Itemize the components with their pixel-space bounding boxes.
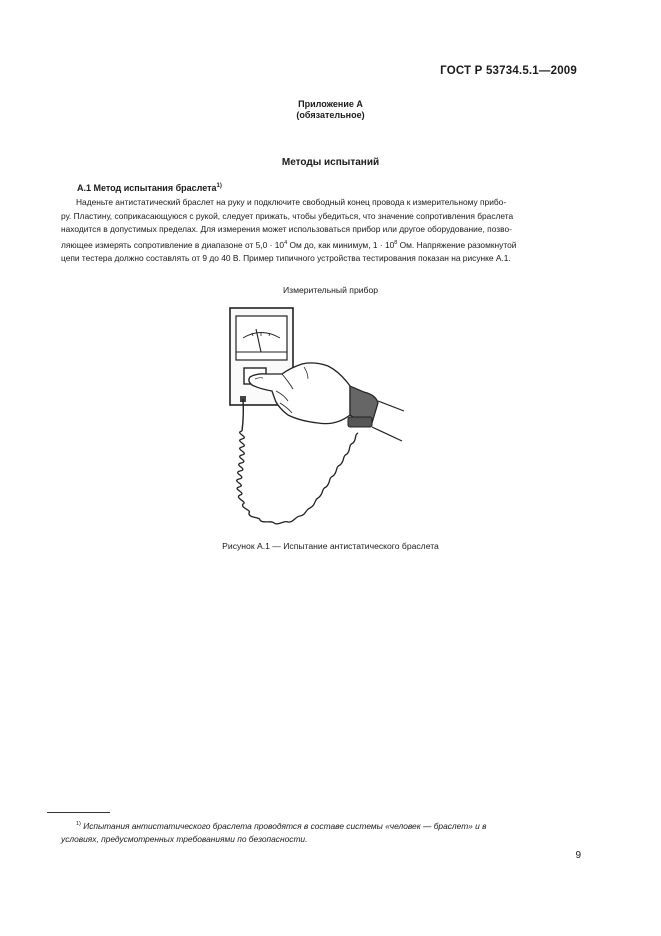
footnote	[61, 818, 580, 846]
paragraph-line-with-exponents	[61, 237, 580, 253]
wrist-strap-drawing	[348, 386, 378, 427]
standard-code: ГОСТ Р 53734.5.1—2009	[440, 65, 577, 77]
annex-status: (обязательное)	[296, 110, 365, 120]
paragraph-text: Ом. Напряжение разомкнутой	[397, 239, 517, 250]
footnote-separator	[47, 812, 110, 813]
annex-title: Приложение А	[298, 99, 363, 109]
exponent: 4	[284, 239, 288, 246]
clause-footnote-mark: 1)	[216, 183, 222, 189]
section-title: Методы испытаний	[281, 157, 380, 168]
paragraph-text: ляющее измерять сопротивление в диапазоне от 5,0 · 10	[61, 239, 285, 250]
forearm-line-lower	[372, 427, 402, 441]
footnote-line	[61, 818, 580, 833]
body-paragraph	[61, 196, 580, 266]
paragraph-line: Наденьте антистатический браслет на руку и подключите свободный конец провода к измерительному прибо-	[76, 197, 507, 207]
clause-heading	[77, 183, 222, 193]
footnote-text: Испытания антистатического браслета проводятся в составе системы «человек — браслет» и в	[83, 821, 487, 831]
wrist-strap-test-illustration	[200, 305, 420, 535]
paragraph-line: находится в допустимых пределах. Для измерения может использоваться прибор или другое оборудование, позво-	[61, 224, 512, 234]
page-number: 9	[575, 850, 581, 861]
paragraph-line: цепи тестера должно составлять от 9 до 40 В. Пример типичного устройства тестирования показан на рисунке А.1.	[61, 253, 511, 263]
exponent: 8	[394, 239, 398, 246]
footnote-mark: 1)	[76, 821, 81, 827]
clause-label: А.1 Метод испытания браслета	[77, 183, 217, 193]
figure-top-label: Измерительный прибор	[282, 285, 379, 295]
footnote-line: условиях, предусмотренных требованиями по безопасности.	[61, 834, 308, 844]
paragraph-text: Ом до, как минимум, 1 · 10	[287, 239, 395, 250]
forearm-line-upper	[378, 401, 404, 411]
paragraph-line: ру. Пластину, соприкасающуюся с рукой, следует прижать, чтобы убедиться, что значение сопротивления браслета	[61, 210, 514, 221]
figure-caption: Рисунок А.1 — Испытание антистатического браслета	[222, 541, 439, 551]
